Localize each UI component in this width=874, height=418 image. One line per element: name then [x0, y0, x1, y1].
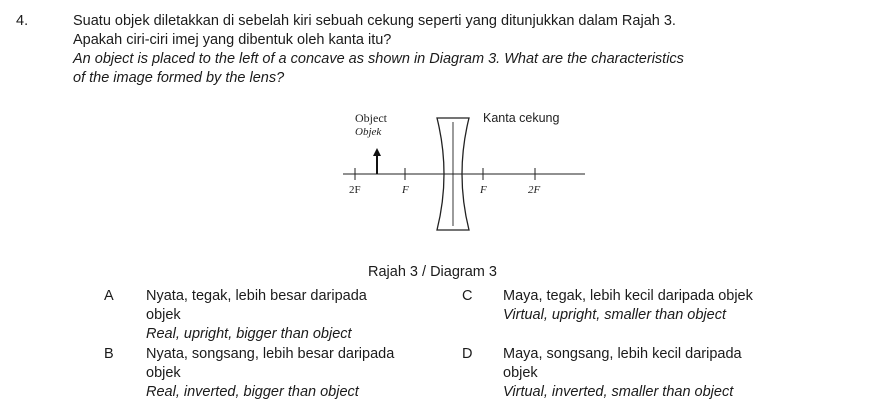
object-arrow-head — [373, 148, 381, 156]
option-c-text-ms-1[interactable]: Maya, tegak, lebih kecil daripada objek — [503, 288, 753, 304]
option-c-letter[interactable]: C — [462, 288, 473, 304]
option-c-text-en[interactable]: Virtual, upright, smaller than object — [503, 307, 726, 323]
question-text-en-2: of the image formed by the lens? — [73, 70, 285, 86]
diagram-caption: Rajah 3 / Diagram 3 — [368, 264, 497, 280]
option-b-text-ms-1[interactable]: Nyata, songsang, lebih besar daripada — [146, 346, 395, 362]
question-text-ms-2: Apakah ciri-ciri imej yang dibentuk oleh kanta itu? — [73, 32, 392, 48]
label-f-left: F — [402, 184, 409, 196]
lens-label: Kanta cekung — [483, 111, 560, 125]
object-label-en: Object — [355, 111, 387, 125]
object-label-ms: Objek — [355, 126, 382, 138]
lens-diagram-svg — [335, 108, 595, 268]
option-a-letter[interactable]: A — [104, 288, 114, 304]
option-a-text-ms-2[interactable]: objek — [146, 307, 181, 323]
question-number: 4. — [16, 13, 29, 29]
question-text-ms-1: Suatu objek diletakkan di sebelah kiri sebuah cekung seperti yang ditunjukkan dalam Rajah 3. — [73, 13, 676, 29]
option-b-text-en[interactable]: Real, inverted, bigger than object — [146, 384, 359, 400]
option-d-text-en[interactable]: Virtual, inverted, smaller than object — [503, 384, 734, 400]
question-text-en-1: An object is placed to the left of a concave as shown in Diagram 3. What are the characteristics — [73, 51, 684, 67]
label-2f-right: 2F — [528, 184, 541, 196]
option-d-text-ms-2[interactable]: objek — [503, 365, 538, 381]
label-f-right: F — [480, 184, 487, 196]
concave-lens-diagram — [335, 108, 595, 268]
option-a-text-en[interactable]: Real, upright, bigger than object — [146, 326, 352, 342]
option-a-text-ms-1[interactable]: Nyata, tegak, lebih besar daripada — [146, 288, 367, 304]
option-d-text-ms-1[interactable]: Maya, songsang, lebih kecil daripada — [503, 346, 742, 362]
option-d-letter[interactable]: D — [462, 346, 473, 362]
label-2f-left: 2F — [349, 184, 361, 196]
option-b-text-ms-2[interactable]: objek — [146, 365, 181, 381]
option-b-letter[interactable]: B — [104, 346, 114, 362]
